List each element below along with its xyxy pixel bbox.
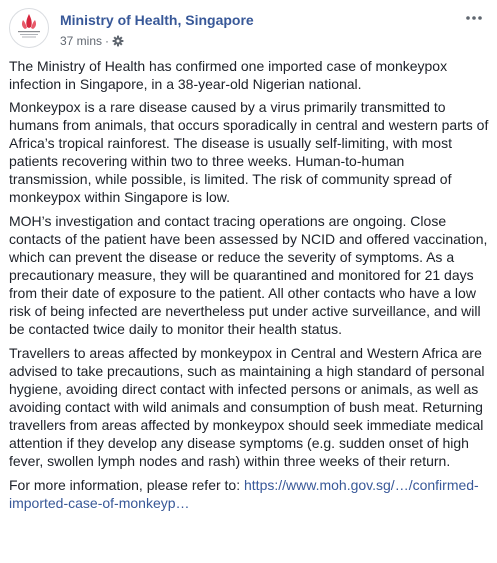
- ministry-of-health-logo-icon: [10, 9, 48, 47]
- post-paragraph: Monkeypox is a rare disease caused by a virus primarily transmitted to humans from animals, that occurs sporadically in central and western parts of Africa’s tropical rainforest. The disease is usually self-limiting, with most patients recovering within two to three weeks. Human-to-human transmission, while possible, is limited. The risk of community spread of monkeypox within Singapore is low.: [9, 99, 489, 205]
- meta-separator: ·: [105, 34, 110, 48]
- more-info-paragraph: [9, 476, 490, 512]
- post-header: [9, 8, 488, 52]
- page-name-link[interactable]: Ministry of Health, Singapore: [60, 12, 254, 28]
- post-meta: [60, 33, 124, 49]
- gear-icon[interactable]: [112, 35, 124, 47]
- page-avatar[interactable]: [9, 8, 49, 48]
- post-body: [9, 57, 490, 518]
- post-timestamp[interactable]: 37 mins: [60, 34, 103, 48]
- more-info-text: For more information, please refer to:: [9, 477, 244, 493]
- post-paragraph: MOH’s investigation and contact tracing operations are ongoing. Close contacts of the patient have been assessed by NCID and offered vaccination, which can prevent the disease or reduce the severity of symptoms. As a precautionary measure, they will be quarantined and monitored for 21 days from their date of exposure to the patient. All other contacts who have a low risk of being infected are nevertheless put under active surveillance, and will be contacted twice daily to monitor their health status.: [9, 213, 488, 337]
- article-link[interactable]: https://www.moh.gov.sg/…/confirmed-imported-case-of-monkeyp…: [9, 477, 479, 511]
- post-paragraph: The Ministry of Health has confirmed one imported case of monkeypox infection in Singapore, in a 38-year-old Nigerian national.: [9, 58, 448, 92]
- post-paragraph: Travellers to areas affected by monkeypox in Central and Western Africa are advised to take precautions, such as maintaining a high standard of personal hygiene, avoiding direct contact with infected persons or animals, as well as avoiding contact with wild animals and consumption of bush meat. Returning travellers from areas affected by monkeypox should seek immediate medical attention if they develop any disease symptoms (e.g. sudden onset of high fever, swollen lymph nodes and rash) within three weeks of their return.: [9, 345, 485, 469]
- more-options-icon[interactable]: [462, 10, 486, 26]
